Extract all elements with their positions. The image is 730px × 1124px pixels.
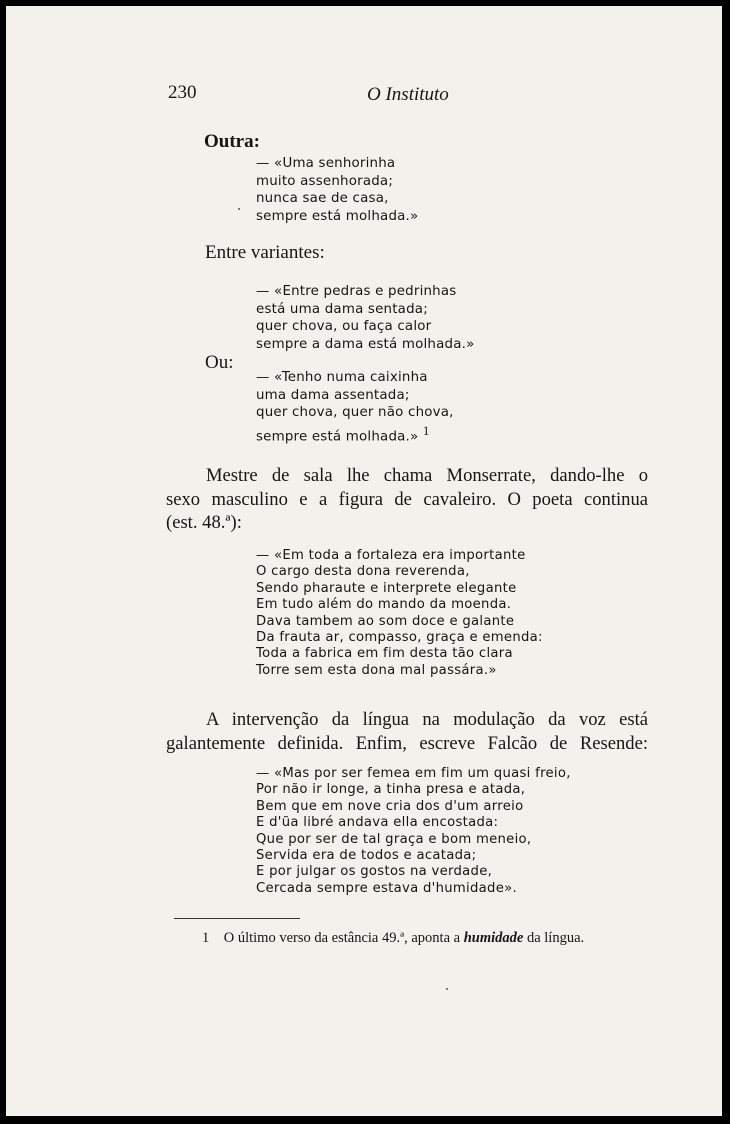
footnote-text: O último verso da estância 49.ª, aponta a — [223, 930, 464, 946]
stanza-line: Da frauta ar, compasso, graça e emenda: — [256, 630, 543, 646]
footnote-divider — [174, 918, 300, 919]
stanza-line: Sendo pharaute e interprete elegante — [256, 580, 517, 596]
footnote-text-end: da língua. — [523, 930, 585, 946]
stanza-48 — [256, 548, 543, 679]
footnote — [202, 930, 584, 947]
print-speck — [446, 988, 448, 990]
verse-text: sempre está molhada.» — [256, 428, 419, 444]
verse-line: uma dama assentada; — [256, 387, 410, 403]
stanza-falcao-de-resende — [256, 766, 571, 897]
verse-line — [256, 422, 454, 446]
label-entre-variantes: Entre variantes: — [205, 242, 325, 263]
book-page — [6, 6, 722, 1116]
stanza-line: Servida era de todos e acatada; — [256, 848, 477, 864]
riddle-verse-2 — [256, 283, 474, 353]
stanza-line: E por julgar os gostos na verdade, — [256, 864, 493, 880]
stanza-line: Cercada sempre estava d'humidade». — [256, 880, 517, 896]
print-speck — [238, 208, 240, 210]
stanza-line: Dava tambem ao som doce e galante — [256, 613, 515, 629]
verse-line: sempre a dama está molhada.» — [256, 336, 475, 352]
footnote-emphasis: humidade — [463, 930, 524, 946]
stanza-line: Por não ir longe, a tinha presa e atada, — [256, 782, 526, 798]
paragraph-line: (est. 48.ª): — [166, 512, 242, 533]
stanza-line: — «Mas por ser femea em fim um quasi freio, — [256, 766, 571, 781]
riddle-verse-1 — [256, 155, 418, 225]
verse-line: sempre está molhada.» — [256, 208, 419, 224]
stanza-line: Que por ser de tal graça e bom meneio, — [256, 831, 532, 847]
verse-line: — «Tenho numa caixinha — [256, 370, 428, 385]
paragraph-line: Mestre de sala lhe chama Monserrate, dando-lhe o — [206, 465, 648, 486]
stanza-line: Em tudo além do mando da moenda. — [256, 597, 512, 613]
verse-line: muito assenhorada; — [256, 173, 394, 189]
paragraph-1 — [166, 464, 648, 535]
page-number: 230 — [168, 82, 197, 103]
footnote-number: 1 — [202, 930, 210, 946]
riddle-verse-3 — [256, 369, 454, 445]
verse-line: — «Uma senhorinha — [256, 156, 396, 171]
paragraph-line: sexo masculino e a figura de cavaleiro. O poeta continua — [166, 488, 648, 510]
stanza-line: Toda a fabrica em fim desta tão clara — [256, 646, 513, 662]
verse-line: — «Entre pedras e pedrinhas — [256, 284, 457, 299]
paragraph-2 — [166, 708, 648, 755]
paragraph-line: galantemente definida. Enfim, escreve Falcão de Resende: — [166, 732, 648, 754]
stanza-line: Bem que em nove cria dos d'um arreio — [256, 798, 524, 814]
stanza-line: E d'ũa libré andava ella encostada: — [256, 815, 499, 831]
verse-line: está uma dama sentada; — [256, 301, 428, 317]
running-title: O Instituto — [367, 84, 449, 105]
label-ou: Ou: — [205, 352, 234, 373]
footnote-reference: 1 — [422, 422, 430, 438]
paragraph-line: A intervenção da língua na modulação da voz está — [206, 709, 648, 730]
stanza-line: — «Em toda a fortaleza era importante — [256, 548, 526, 563]
label-outra: Outra: — [204, 131, 260, 152]
verse-line: quer chova, quer não chova, — [256, 405, 454, 420]
verse-line: nunca sae de casa, — [256, 191, 389, 206]
verse-line: quer chova, ou faça calor — [256, 319, 432, 334]
stanza-line: Torre sem esta dona mal passára.» — [256, 662, 497, 678]
stanza-line: O cargo desta dona reverenda, — [256, 564, 470, 580]
